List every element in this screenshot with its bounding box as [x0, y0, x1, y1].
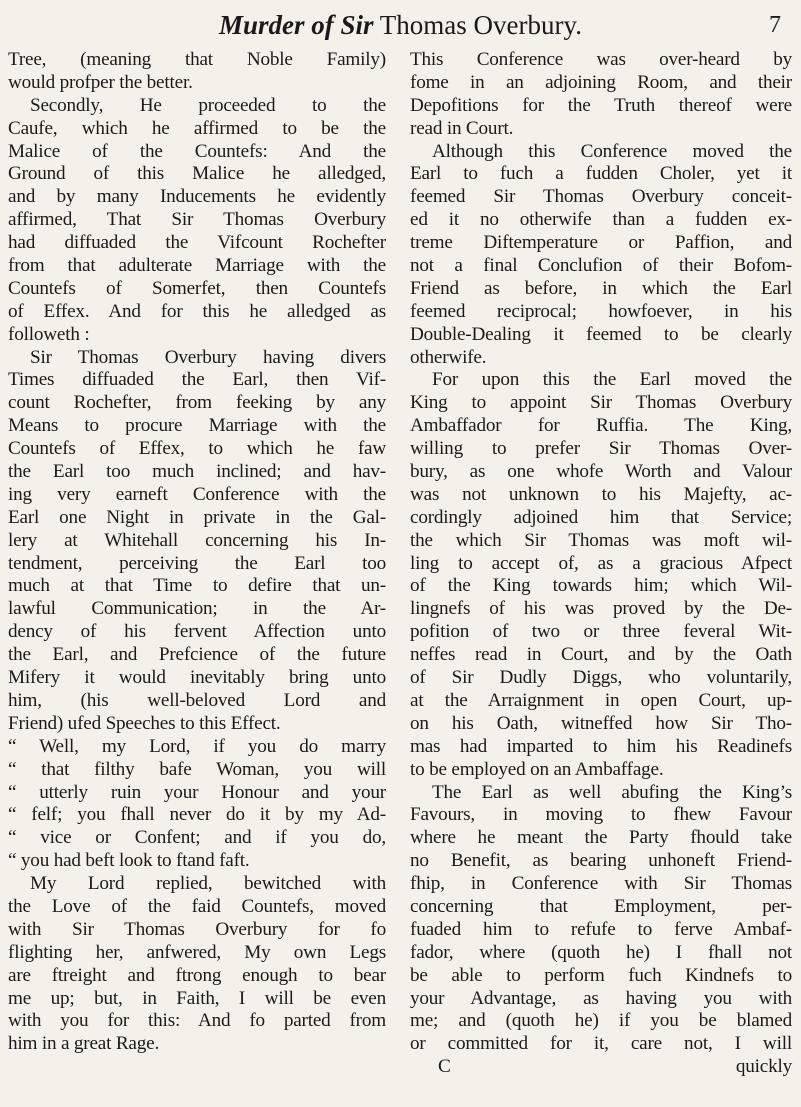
- text-line: Countefs of Somerfet, then Countefs: [8, 277, 386, 299]
- text-line: Favours, in moving to fhew Favour: [410, 804, 792, 826]
- text-line: treme Diftemperature or Paffion, and: [410, 232, 792, 254]
- text-line: affirmed, That Sir Thomas Overbury: [8, 209, 386, 231]
- text-line: willing to prefer Sir Thomas Over-: [410, 438, 792, 460]
- text-line: no Benefit, as bearing unhoneft Friend-: [410, 850, 792, 872]
- text-line: fuaded him to refufe to ferve Ambaf-: [410, 918, 792, 940]
- running-header: [0, 8, 801, 44]
- text-line: lery at Whitehall concerning his In-: [8, 529, 386, 551]
- text-line: ling to accept of, as a gracious Afpect: [410, 552, 792, 574]
- text-line: mas had imparted to him his Readinefs: [410, 735, 792, 757]
- text-line: “ felf; you fhall never do it by my Ad-: [8, 804, 386, 826]
- text-line: to be employed on an Ambaffage.: [410, 758, 664, 780]
- catchword: quickly: [735, 1056, 792, 1078]
- text-line: otherwife.: [410, 346, 487, 368]
- text-line: me; and (quoth he) if you be blamed: [410, 1010, 792, 1032]
- text-line: Earl one Night in private in the Gal-: [8, 506, 386, 528]
- text-line: For upon this the Earl moved the: [432, 369, 792, 391]
- text-line: Countefs of Effex, to which he faw: [8, 438, 386, 460]
- text-line: him, (his well-beloved Lord and: [8, 689, 386, 711]
- text-line: Tree, (meaning that Noble Family): [8, 49, 386, 70]
- signature-line: [410, 1056, 792, 1079]
- text-line: neffes read in Court, and by the Oath: [410, 644, 792, 666]
- text-line: concerning that Employment, per-: [410, 895, 792, 917]
- text-line: Ambaffador for Ruffia. The King,: [410, 415, 792, 437]
- text-line: fhip, in Conference with Sir Thomas: [410, 873, 792, 895]
- text-line: “ utterly ruin your Honour and your: [8, 781, 386, 803]
- text-line: your Advantage, as having you with: [410, 987, 792, 1009]
- text-line: Means to procure Marriage with the: [8, 415, 386, 437]
- text-line: on his Oath, witneffed how Sir Tho-: [410, 712, 792, 734]
- text-line: the which Sir Thomas was moft wil-: [410, 529, 792, 551]
- text-line: “ Well, my Lord, if you do marry: [8, 735, 386, 757]
- text-line: at the Arraignment in open Court, up-: [410, 689, 792, 711]
- text-line: fador, where (quoth he) I fhall not: [410, 941, 792, 963]
- text-line: Sir Thomas Overbury having divers: [30, 346, 386, 368]
- text-line: followeth :: [8, 323, 90, 345]
- text-line: was not unknown to his Majefty, ac-: [410, 483, 792, 505]
- left-column: [8, 49, 386, 1056]
- text-line: read in Court.: [410, 117, 514, 139]
- text-line: Depofitions for the Truth thereof were: [410, 94, 792, 116]
- text-line: Mifery it would inevitably bring unto: [8, 667, 386, 689]
- text-line: King to appoint Sir Thomas Overbury: [410, 392, 792, 414]
- text-line: Malice of the Countefs: And the: [8, 140, 386, 162]
- text-line: of the King towards him; which Wil-: [410, 575, 792, 597]
- text-line: count Rochefter, from feeking by any: [8, 392, 386, 414]
- text-line: Friend as before, in which the Earl: [410, 277, 792, 299]
- text-line: and by many Inducements he evidently: [8, 186, 386, 208]
- text-line: Friend) ufed Speeches to this Effect.: [8, 712, 281, 734]
- text-line: Double-Dealing it feemed to be clearly: [410, 323, 792, 345]
- text-line: with Sir Thomas Overbury for fo: [8, 918, 386, 940]
- text-line: not a final Conclufion of their Bofom-: [410, 255, 792, 277]
- text-line: Secondly, He proceeded to the: [30, 94, 386, 116]
- running-head-italic: Murder of Sir: [218, 10, 374, 40]
- text-line: the Earl, and Prefcience of the future: [8, 644, 386, 666]
- signature-mark: C: [438, 1056, 451, 1078]
- text-line: would profper the better.: [8, 71, 193, 93]
- text-line: from that adulterate Marriage with the: [8, 255, 386, 277]
- text-line: lingnefs of his was proved by the De-: [410, 598, 792, 620]
- text-line: him in a great Rage.: [8, 1033, 160, 1055]
- text-line: the Love of the faid Countefs, moved: [8, 895, 386, 917]
- text-line: This Conference was over-heard by: [410, 49, 792, 70]
- text-line: me up; but, in Faith, I will be even: [8, 987, 386, 1009]
- text-line: Caufe, which he affirmed to be the: [8, 117, 386, 139]
- text-line: Ground of this Malice he alledged,: [8, 163, 386, 185]
- text-line: pofition of two or three feveral Wit-: [410, 621, 792, 643]
- text-line: ing very earneft Conference with the: [8, 483, 386, 505]
- running-head-plain: Thomas Overbury.: [373, 10, 582, 40]
- text-line: cordingly adjoined him that Service;: [410, 506, 792, 528]
- text-line: be able to perform fuch Kindnefs to: [410, 964, 792, 986]
- text-line: feemed Sir Thomas Overbury conceit-: [410, 186, 792, 208]
- text-line: tendment, perceiving the Earl too: [8, 552, 386, 574]
- text-line: My Lord replied, bewitched with: [30, 873, 386, 895]
- page-number: 7: [769, 12, 781, 38]
- text-line: are ftreight and ftrong enough to bear: [8, 964, 386, 986]
- text-line: dency of his fervent Affection unto: [8, 621, 386, 643]
- running-head: [0, 8, 801, 42]
- text-line: where he meant the Party fhould take: [410, 827, 792, 849]
- text-line: with you for this: And fo parted from: [8, 1010, 386, 1032]
- text-line: Although this Conference moved the: [432, 140, 792, 162]
- text-line: had diffuaded the Vifcount Rochefter: [8, 232, 386, 254]
- text-line: bury, as one whofe Worth and Valour: [410, 461, 792, 483]
- text-line: “ you had beft look to ftand faft.: [8, 850, 250, 872]
- text-line: Earl to fuch a fudden Choler, yet it: [410, 163, 792, 185]
- text-line: feemed reciprocal; howfoever, in his: [410, 300, 792, 322]
- text-line: Times diffuaded the Earl, then Vif-: [8, 369, 386, 391]
- text-line: ed it no otherwife than a fudden ex-: [410, 209, 792, 231]
- text-line: the Earl too much inclined; and hav-: [8, 461, 386, 483]
- text-line: fome in an adjoining Room, and their: [410, 71, 792, 93]
- text-line: much at that Time to defire that un-: [8, 575, 386, 597]
- text-line: or committed for it, care not, I will: [410, 1033, 792, 1055]
- text-line: flighting her, anfwered, My own Legs: [8, 941, 386, 963]
- right-column: [410, 49, 792, 1079]
- text-line: of Effex. And for this he alledged as: [8, 300, 386, 322]
- text-line: “ vice or Confent; and if you do,: [8, 827, 386, 849]
- text-line: “ that filthy bafe Woman, you will: [8, 758, 386, 780]
- text-line: of Sir Dudly Diggs, who voluntarily,: [410, 667, 792, 689]
- text-line: The Earl as well abufing the King’s: [432, 781, 792, 803]
- text-line: lawful Communication; in the Ar-: [8, 598, 386, 620]
